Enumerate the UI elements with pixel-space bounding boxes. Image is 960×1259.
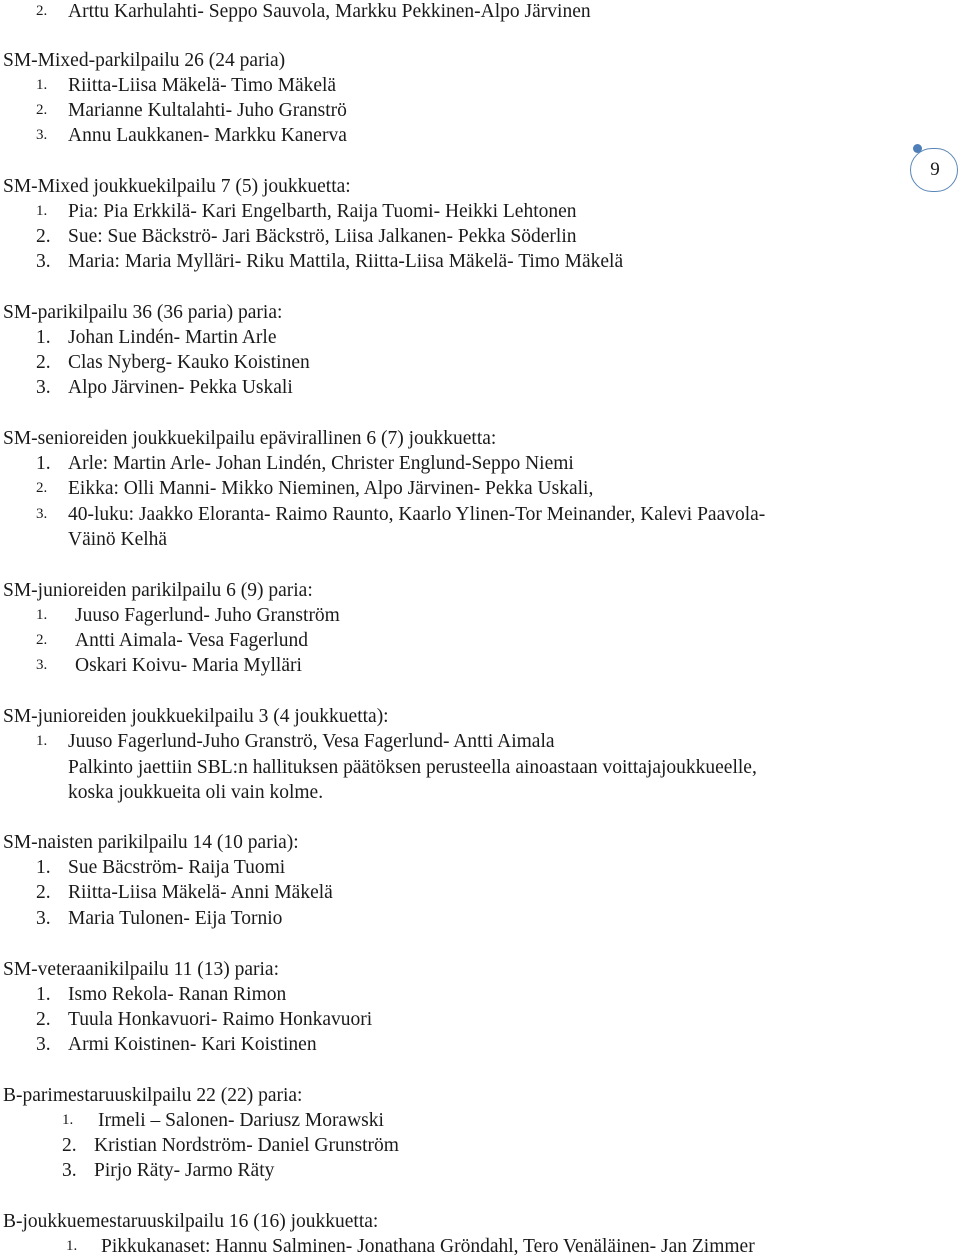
section-heading: SM-Mixed joukkuekilpailu 7 (5) joukkuetta: (3, 176, 351, 197)
result-line-continuation: Palkinto jaettiin SBL:n hallituksen päätöksen perusteella ainoastaan voittajajoukkueelle, (68, 757, 757, 778)
list-number: 1. (36, 607, 48, 623)
list-number: 2. (36, 3, 48, 19)
result-line: Kristian Nordström- Daniel Grunström (94, 1135, 399, 1156)
result-line: Riitta-Liisa Mäkelä- Anni Mäkelä (68, 882, 333, 903)
list-number: 2. (36, 882, 51, 903)
result-line: Clas Nyberg- Kauko Koistinen (68, 352, 310, 373)
list-number: 3. (36, 657, 48, 673)
page-number: 9 (930, 159, 940, 180)
result-line: Maria Tulonen- Eija Tornio (68, 908, 283, 929)
section-heading: SM-veteraanikilpailu 11 (13) paria: (3, 959, 279, 980)
result-line: Arttu Karhulahti- Seppo Sauvola, Markku Pekkinen-Alpo Järvinen (68, 1, 591, 22)
list-number: 3. (62, 1160, 77, 1181)
result-line: Armi Koistinen- Kari Koistinen (68, 1034, 317, 1055)
list-number: 3. (36, 127, 48, 143)
result-line: Ismo Rekola- Ranan Rimon (68, 984, 287, 1005)
result-line-continuation: Väinö Kelhä (68, 529, 168, 550)
section-heading: B-parimestaruuskilpailu 22 (22) paria: (3, 1085, 303, 1106)
list-number: 2. (36, 102, 48, 118)
section-heading: SM-junioreiden parikilpailu 6 (9) paria: (3, 580, 313, 601)
result-line: Pikkukanaset: Hannu Salminen- Jonathana Gröndahl, Tero Venäläinen- Jan Zimmer (101, 1236, 755, 1257)
result-line: Irmeli – Salonen- Dariusz Morawski (98, 1110, 384, 1131)
list-number: 1. (36, 453, 51, 474)
list-number: 3. (36, 506, 48, 522)
section-heading: SM-junioreiden joukkuekilpailu 3 (4 joukkuetta): (3, 706, 389, 727)
section-heading: SM-naisten parikilpailu 14 (10 paria): (3, 832, 299, 853)
list-number: 2. (36, 352, 51, 373)
result-line: Pia: Pia Erkkilä- Kari Engelbarth, Raija Tuomi- Heikki Lehtonen (68, 201, 577, 222)
list-number: 3. (36, 908, 51, 929)
result-line: Eikka: Olli Manni- Mikko Nieminen, Alpo Järvinen- Pekka Uskali, (68, 478, 594, 499)
list-number: 1. (62, 1112, 74, 1128)
result-line: Maria: Maria Mylläri- Riku Mattila, Riitta-Liisa Mäkelä- Timo Mäkelä (68, 251, 624, 272)
list-number: 1. (36, 203, 48, 219)
section-heading: SM-Mixed-parkilpailu 26 (24 paria) (3, 50, 286, 71)
result-line: Oskari Koivu- Maria Mylläri (75, 655, 302, 676)
list-number: 1. (36, 857, 51, 878)
result-line: Juuso Fagerlund-Juho Granströ, Vesa Fagerlund- Antti Aimala (68, 731, 555, 752)
section-heading: B-joukkuemestaruuskilpailu 16 (16) joukkuetta: (3, 1211, 379, 1232)
result-line: Marianne Kultalahti- Juho Granströ (68, 100, 347, 121)
list-number: 1. (36, 77, 48, 93)
section-heading: SM-parikilpailu 36 (36 paria) paria: (3, 302, 283, 323)
result-line: Johan Lindén- Martin Arle (68, 327, 277, 348)
list-number: 1. (36, 327, 51, 348)
list-number: 1. (36, 984, 51, 1005)
list-number: 2. (36, 226, 51, 247)
result-line: Sue Bäcström- Raija Tuomi (68, 857, 286, 878)
result-line: Sue: Sue Bäckströ- Jari Bäckströ, Liisa Jalkanen- Pekka Söderlin (68, 226, 577, 247)
result-line: 40-luku: Jaakko Eloranta- Raimo Raunto, Kaarlo Ylinen-Tor Meinander, Kalevi Paavola- (68, 504, 766, 525)
result-line: Alpo Järvinen- Pekka Uskali (68, 377, 293, 398)
result-line: Tuula Honkavuori- Raimo Honkavuori (68, 1009, 373, 1030)
list-number: 3. (36, 1034, 51, 1055)
list-number: 2. (36, 632, 48, 648)
list-number: 3. (36, 251, 51, 272)
list-number: 2. (36, 480, 48, 496)
section-heading: SM-senioreiden joukkuekilpailu epävirallinen 6 (7) joukkuetta: (3, 428, 497, 449)
result-line-continuation: koska joukkueita oli vain kolme. (68, 782, 324, 803)
list-number: 2. (62, 1135, 77, 1156)
result-line: Annu Laukkanen- Markku Kanerva (68, 125, 347, 146)
list-number: 1. (36, 733, 48, 749)
result-line: Arle: Martin Arle- Johan Lindén, Christer Englund-Seppo Niemi (68, 453, 574, 474)
page-number-badge (910, 148, 958, 192)
result-line: Antti Aimala- Vesa Fagerlund (75, 630, 309, 651)
result-line: Pirjo Räty- Jarmo Räty (94, 1160, 275, 1181)
result-line: Riitta-Liisa Mäkelä- Timo Mäkelä (68, 75, 337, 96)
list-number: 1. (66, 1238, 78, 1254)
list-number: 3. (36, 377, 51, 398)
list-number: 2. (36, 1009, 51, 1030)
result-line: Juuso Fagerlund- Juho Granström (75, 605, 340, 626)
badge-dot (913, 144, 922, 153)
